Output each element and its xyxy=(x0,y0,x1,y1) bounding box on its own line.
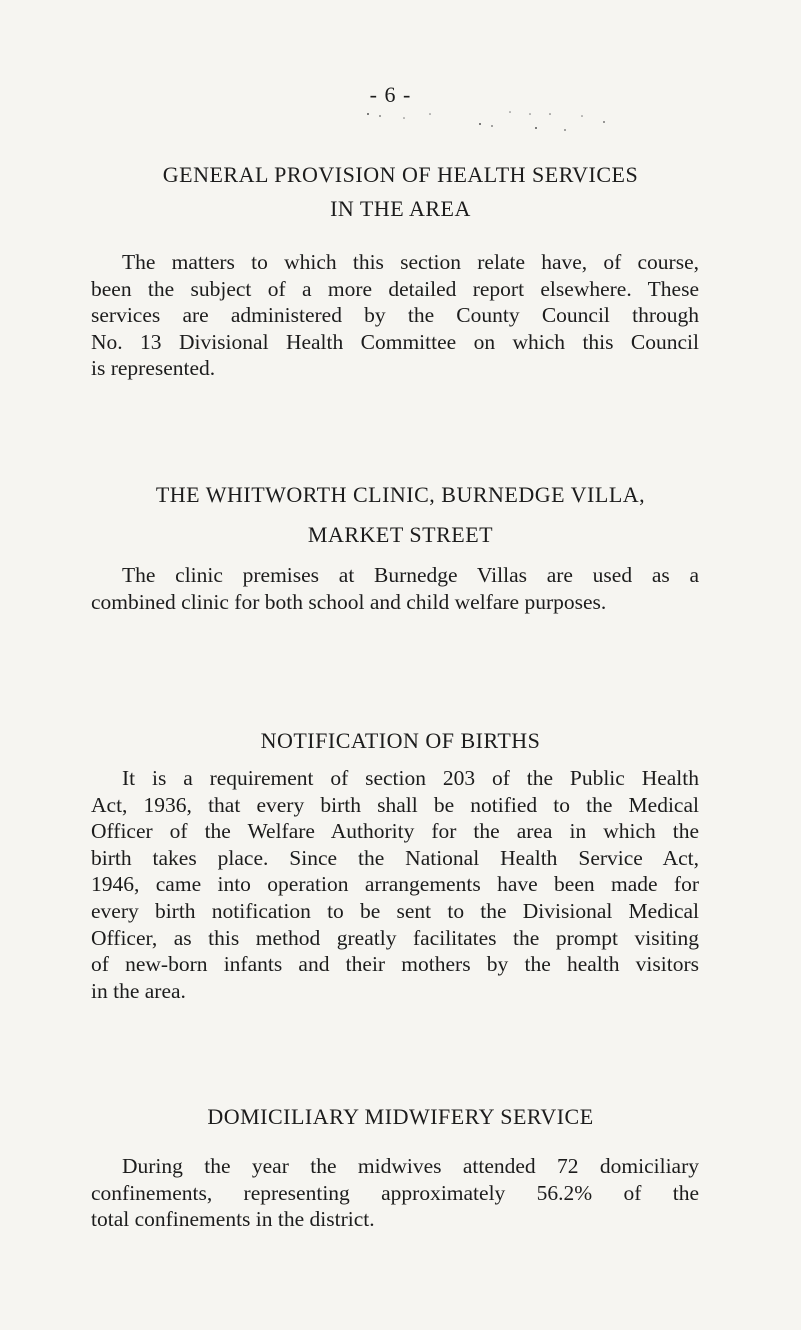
paragraph-line: birth takes place. Since the National Health Service Act, xyxy=(91,845,699,870)
heading-line: MARKET STREET xyxy=(307,522,494,547)
paragraph-line: been the subject of a more detailed report elsewhere. These xyxy=(91,276,699,301)
paragraph-whitworth-clinic xyxy=(91,562,699,615)
paragraph-line: Act, 1936, that every birth shall be notified to the Medical xyxy=(91,792,699,817)
paragraph-line: No. 13 Divisional Health Committee on which this Council xyxy=(91,329,699,354)
paragraph-line: Officer, as this method greatly facilitates the prompt visiting xyxy=(91,925,699,950)
paragraph-line: During the year the midwives attended 72 domiciliary xyxy=(122,1154,699,1178)
paragraph-line: The matters to which this section relate have, of course, xyxy=(122,250,699,274)
paragraph-line: 1946, came into operation arrangements have been made for xyxy=(91,872,699,897)
heading-line: THE WHITWORTH CLINIC, BURNEDGE VILLA, xyxy=(155,482,646,507)
paragraph-line: Officer of the Welfare Authority for the area in which the xyxy=(91,819,699,844)
section-heading-domiciliary-midwifery xyxy=(60,1100,741,1134)
paragraph-line: is represented. xyxy=(91,356,216,381)
heading-line: GENERAL PROVISION OF HEALTH SERVICES xyxy=(162,162,639,187)
section-heading-general-provision xyxy=(60,158,741,226)
paragraph-notification-of-births xyxy=(91,765,699,1004)
section-heading-whitworth-clinic xyxy=(60,478,741,552)
paragraph-line: combined clinic for both school and child welfare purposes. xyxy=(91,589,607,614)
paragraph-general-provision xyxy=(91,249,699,382)
paragraph-line: in the area. xyxy=(91,978,186,1003)
heading-line: DOMICILIARY MIDWIFERY SERVICE xyxy=(207,1104,594,1129)
paragraph-line: It is a requirement of section 203 of the Public Health xyxy=(122,766,699,790)
section-heading-notification-of-births xyxy=(60,724,741,758)
paragraph-line: confinements, representing approximately 56.2% of the xyxy=(91,1180,699,1205)
paragraph-line: of new-born infants and their mothers by the health visitors xyxy=(91,952,699,977)
paragraph-line: services are administered by the County Council through xyxy=(91,303,699,328)
paragraph-domiciliary-midwifery xyxy=(91,1153,699,1233)
paragraph-line: total confinements in the district. xyxy=(91,1207,375,1232)
heading-line: NOTIFICATION OF BIRTHS xyxy=(260,728,541,753)
page-number: - 6 - xyxy=(369,82,412,107)
heading-line: IN THE AREA xyxy=(330,196,471,221)
paragraph-line: The clinic premises at Burnedge Villas are used as a xyxy=(122,563,699,587)
print-specks xyxy=(360,108,620,136)
paragraph-line: every birth notification to be sent to the Divisional Medical xyxy=(91,898,699,923)
